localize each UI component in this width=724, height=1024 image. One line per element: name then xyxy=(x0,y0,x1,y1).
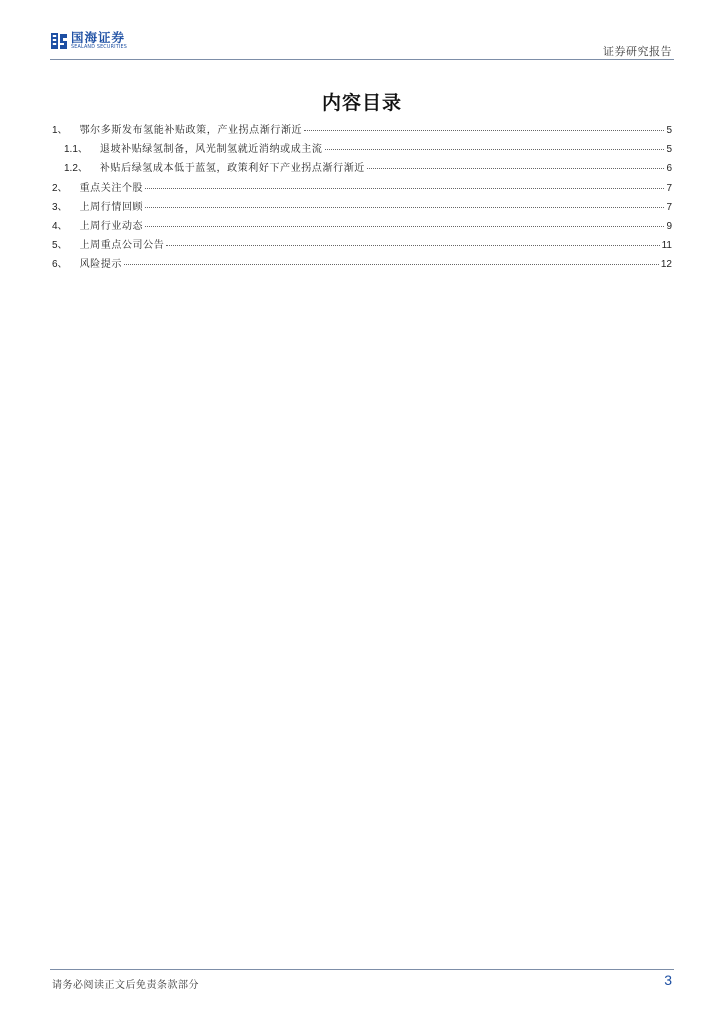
toc-entry-title: 上周行情回顾 xyxy=(79,201,144,213)
toc-entry-title: 重点关注个股 xyxy=(79,182,144,194)
logo-chinese-name: 国海证券 xyxy=(71,30,126,45)
toc-entry[interactable] xyxy=(52,121,672,140)
page-header xyxy=(50,28,674,62)
toc-entry-number: 2、 xyxy=(52,182,68,194)
toc-entry-number: 6、 xyxy=(52,259,68,271)
toc-entry-number: 3、 xyxy=(52,201,68,213)
toc-entry-number: 1.2、 xyxy=(64,163,88,175)
toc-entry-title: 退坡补贴绿氢制备，风光制氢就近消纳或成主流 xyxy=(99,144,323,156)
report-type-label: 证券研究报告 xyxy=(603,45,672,58)
toc-entry-page: 12 xyxy=(660,259,672,271)
toc-dot-leader xyxy=(166,245,659,246)
toc-entry-title: 鄂尔多斯发布氢能补贴政策，产业拐点渐行渐近 xyxy=(79,125,303,136)
toc-entry-title: 上周行业动态 xyxy=(79,220,144,232)
table-of-contents xyxy=(52,121,672,275)
page-number: 3 xyxy=(664,972,672,988)
toc-entry[interactable] xyxy=(52,217,672,236)
toc-dot-leader xyxy=(145,226,664,227)
toc-entry-number: 1、 xyxy=(52,125,68,136)
sealand-logo-icon xyxy=(50,32,68,50)
sealand-logo xyxy=(50,32,127,50)
toc-entry-page: 7 xyxy=(666,201,672,213)
toc-entry-page: 11 xyxy=(661,240,672,252)
footer-divider xyxy=(50,969,674,970)
toc-subentry[interactable] xyxy=(52,159,672,178)
toc-dot-leader xyxy=(325,149,665,150)
toc-entry[interactable] xyxy=(52,236,672,255)
header-divider xyxy=(50,59,674,60)
toc-entry-page: 7 xyxy=(666,182,672,194)
toc-dot-leader xyxy=(304,130,664,131)
toc-dot-leader xyxy=(124,264,659,265)
toc-title: 内容目录 xyxy=(321,92,402,114)
toc-entry-number: 5、 xyxy=(52,240,68,252)
footer-disclaimer: 请务必阅读正文后免责条款部分 xyxy=(52,980,199,991)
toc-dot-leader xyxy=(145,207,664,208)
logo-english-name: SEALAND SECURITIES xyxy=(71,44,127,50)
toc-entry-title: 补贴后绿氢成本低于蓝氢，政策利好下产业拐点渐行渐近 xyxy=(99,163,365,175)
toc-entry-title: 风险提示 xyxy=(79,259,122,271)
toc-entry-page: 5 xyxy=(666,144,672,156)
toc-subentry[interactable] xyxy=(52,140,672,159)
toc-dot-leader xyxy=(367,168,665,169)
toc-entry-page: 6 xyxy=(666,163,672,175)
toc-entry[interactable] xyxy=(52,198,672,217)
toc-entry-page: 9 xyxy=(666,220,672,232)
toc-entry[interactable] xyxy=(52,179,672,198)
toc-entry-number: 4、 xyxy=(52,220,68,232)
toc-dot-leader xyxy=(145,188,664,189)
toc-entry[interactable] xyxy=(52,255,672,274)
toc-entry-number: 1.1、 xyxy=(64,144,88,156)
toc-entry-page: 5 xyxy=(666,125,672,136)
toc-entry-title: 上周重点公司公告 xyxy=(79,240,165,252)
